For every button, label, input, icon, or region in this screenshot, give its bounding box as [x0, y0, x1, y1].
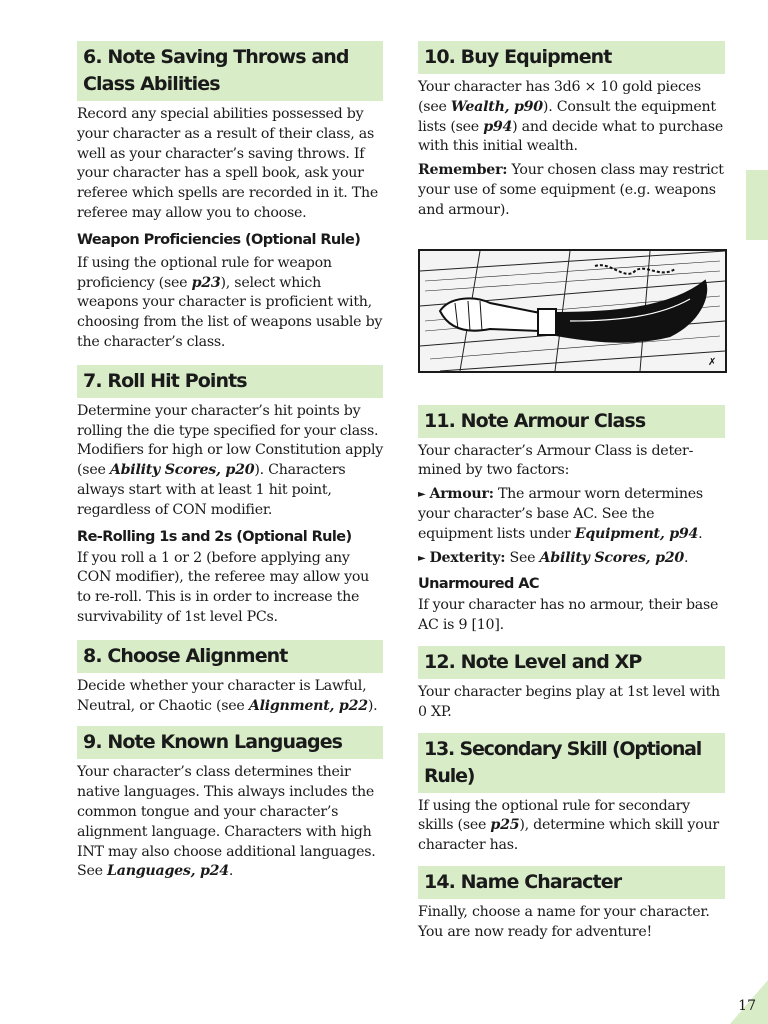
page-reference: Ability Scores, p20	[539, 549, 684, 566]
text: Determine your character’s hit points by rolling the die type specified for your class. Modifiers for high or low Constitution apply (see	[77, 402, 383, 479]
bullet-label: Armour:	[429, 486, 494, 503]
section-12-body: Your character begins play at 1st level with 0 XP.	[418, 683, 720, 720]
page-reference: p94	[483, 118, 513, 135]
page-reference: p25	[490, 817, 520, 834]
text: .	[683, 549, 689, 566]
page-reference: Languages, p24	[107, 863, 229, 880]
page-number: 17	[738, 998, 756, 1014]
section-10-remember	[418, 161, 725, 220]
bullet-arrow-icon: ►	[418, 552, 426, 564]
section-14-body: Finally, choose a name for your character. You are now ready for adventure!	[418, 903, 710, 940]
page-reference: Wealth, p90	[450, 98, 543, 115]
section-7-sub-body: If you roll a 1 or 2 (before applying any CON modifier), the referee may allow you to re-roll. This is in order to increase the survivability of 1st level PCs.	[77, 549, 370, 625]
section-7-heading: 7. Roll Hit Points	[77, 365, 383, 398]
text: ) and decide what to purchase with this initial wealth.	[418, 118, 723, 155]
section-7-body	[77, 402, 383, 521]
dagger-drawing	[420, 251, 725, 371]
section-11-heading: 11. Note Armour Class	[418, 405, 725, 438]
section-11-body: Your character’s Armour Class is determined by two factors:	[418, 442, 694, 479]
section-12-heading: 12. Note Level and XP	[418, 646, 725, 679]
section-8-heading: 8. Choose Alignment	[77, 640, 383, 673]
page-reference: p23	[191, 274, 221, 291]
section-11-bullet-dexterity	[418, 549, 725, 569]
section-6-body: Record any special abilities possessed by your character as a result of their class, as well as your character’s saving throws. If your character has a spell book, ask your referee which spells are recorded in it. The referee may allow you to choose.	[77, 106, 379, 221]
left-column	[77, 41, 383, 882]
section-6-sub-body	[77, 254, 383, 353]
section-10-body	[418, 78, 725, 157]
page-reference: Alignment, p22	[248, 697, 368, 714]
section-11-subheading: Unarmoured AC	[418, 576, 539, 593]
section-10-heading: 10. Buy Equipment	[418, 41, 725, 74]
text: ).	[367, 697, 378, 714]
page-reference: Equipment, p94	[574, 525, 699, 542]
text: .	[228, 863, 234, 880]
section-8-body	[77, 677, 383, 717]
text: ), determine which skill your character has.	[418, 817, 719, 854]
text: If using the optional rule for secondary skills (see	[418, 797, 690, 834]
text: ). Characters always start with at least 1 hit point, regardless of CON modifier.	[77, 462, 346, 518]
text: .	[698, 525, 703, 542]
section-6-title-line2: Class Abilities	[83, 73, 220, 95]
text: ). Consult the equipment lists (see	[418, 98, 716, 135]
text: Your character has 3d6 × 10 gold pieces (see	[418, 79, 701, 115]
text: ), select which weapons your character is proficient with, choosing from the list of weapons usable by the character’s class.	[77, 274, 383, 350]
section-9-body	[77, 763, 383, 882]
page-reference: Ability Scores, p20	[109, 462, 255, 479]
text: See	[505, 549, 540, 566]
bullet-label: Dexterity:	[429, 549, 506, 566]
remember-label: Remember:	[418, 162, 508, 179]
section-11-sub-body: If your character has no armour, their base AC is 9 [10].	[418, 597, 719, 634]
section-14-heading: 14. Name Character	[418, 866, 725, 899]
text: Decide whether your character is Lawful, Neutral, or Chaotic (see	[77, 677, 367, 714]
text: Your chosen class may restrict your use of some equipment (e.g. weapons and armour).	[418, 162, 724, 218]
right-column	[418, 41, 725, 943]
section-6-subheading: Weapon Proficiencies (Optional Rule)	[77, 231, 361, 248]
section-7-subheading: Re-Rolling 1s and 2s (Optional Rule)	[77, 528, 352, 545]
svg-text:✗: ✗	[708, 356, 717, 368]
section-6-heading	[77, 41, 383, 101]
text: Your character’s class determines their native languages. This always includes the common tongue and your character’s alignment language. Characters with high INT may also choose additional languages. See	[77, 764, 376, 880]
chapter-tab	[746, 170, 768, 240]
section-13-body	[418, 797, 725, 856]
section-13-heading: 13. Secondary Skill (Optional Rule)	[418, 733, 725, 793]
text: If using the optional rule for weapon proficiency (see	[77, 254, 332, 291]
text: The armour worn determines your character’s base AC. See the equipment lists under	[418, 486, 703, 542]
dagger-illustration	[418, 249, 727, 373]
section-6-title-line1: 6. Note Saving Throws and	[83, 46, 349, 68]
section-9-heading: 9. Note Known Languages	[77, 726, 383, 759]
bullet-arrow-icon: ►	[418, 489, 426, 501]
section-11-bullet-armour	[418, 485, 725, 544]
